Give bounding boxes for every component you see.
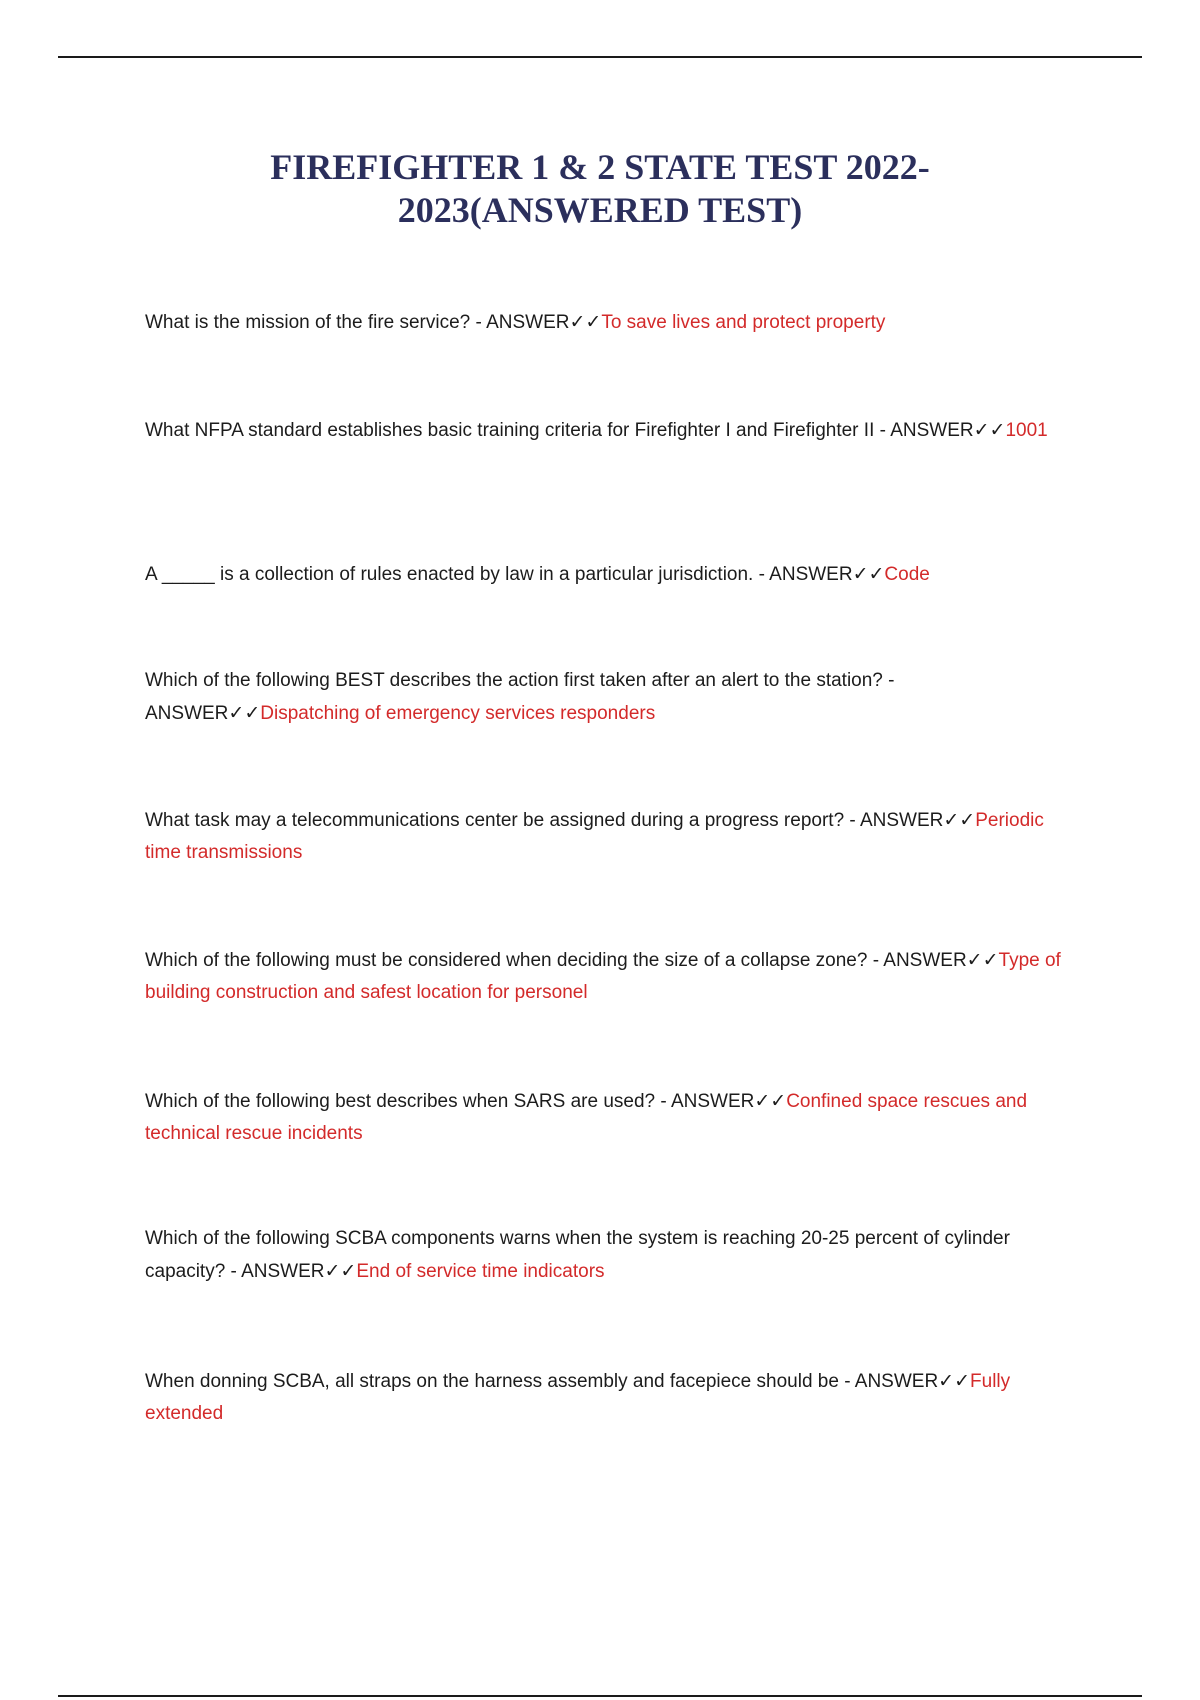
double-check-icon: ✓✓ <box>324 1260 357 1282</box>
answer-label: ANSWER <box>883 950 967 971</box>
question-text: When donning SCBA, all straps on the harness assembly and facepiece should be - <box>145 1371 855 1392</box>
double-check-icon: ✓✓ <box>938 1370 971 1392</box>
qa-item <box>145 665 1080 730</box>
qa-item <box>145 558 1080 591</box>
question-text: A _____ is a collection of rules enacted by law in a particular jurisdiction. - <box>145 564 770 585</box>
qa-item <box>145 414 1080 447</box>
double-check-icon: ✓✓ <box>228 702 261 724</box>
answer-label: ANSWER <box>890 420 974 441</box>
qa-item <box>145 1223 1080 1288</box>
answer-text: To save lives and protect property <box>601 312 886 333</box>
answer-label: ANSWER <box>859 810 944 831</box>
answer-label: ANSWER <box>670 1091 755 1112</box>
answer-label: ANSWER <box>145 703 229 724</box>
question-text: Which of the following BEST describes the action first taken after an alert to the station? - <box>145 670 895 691</box>
qa-item <box>145 804 1080 869</box>
answer-label: ANSWER <box>486 312 570 333</box>
answer-text: Fully extended <box>145 1371 1011 1424</box>
question-text: Which of the following SCBA components warns when the system is reaching 20-25 percent of cylinder capacity? - <box>145 1228 1010 1282</box>
answer-text: Periodic time transmissions <box>145 810 1044 863</box>
question-text: What NFPA standard establishes basic training criteria for Firefighter I and Firefighter II - <box>145 420 891 441</box>
answer-text: Confined space rescues and technical rescue incidents <box>145 1091 1028 1144</box>
double-check-icon: ✓✓ <box>852 563 885 585</box>
answer-text: 1001 <box>1005 420 1048 441</box>
document-title: FIREFIGHTER 1 & 2 STATE TEST 2022-2023(ANSWERED TEST) <box>270 147 930 230</box>
answer-label: ANSWER <box>854 1371 939 1392</box>
qa-item <box>145 1085 1080 1150</box>
answer-text: Type of building construction and safest location for personel <box>145 950 1061 1003</box>
qa-item <box>145 306 1080 339</box>
question-text: What task may a telecommunications center be assigned during a progress report? - <box>145 810 860 831</box>
answer-text: End of service time indicators <box>356 1261 605 1282</box>
double-check-icon: ✓✓ <box>973 419 1006 441</box>
double-check-icon: ✓✓ <box>569 311 602 333</box>
bottom-rule <box>58 1695 1142 1697</box>
double-check-icon: ✓✓ <box>943 809 976 831</box>
qa-item <box>145 1365 1080 1430</box>
question-text: What is the mission of the fire service? - <box>145 312 487 333</box>
double-check-icon: ✓✓ <box>966 949 999 971</box>
answer-label: ANSWER <box>241 1261 325 1282</box>
qa-item <box>145 944 1080 1009</box>
answer-label: ANSWER <box>769 564 853 585</box>
double-check-icon: ✓✓ <box>754 1090 787 1112</box>
answer-text: Dispatching of emergency services responders <box>260 703 656 724</box>
top-rule <box>58 56 1142 58</box>
question-text: Which of the following best describes when SARS are used? - <box>145 1091 671 1112</box>
answer-text: Code <box>884 564 930 585</box>
question-text: Which of the following must be considered when deciding the size of a collapse zone? - <box>145 950 884 971</box>
